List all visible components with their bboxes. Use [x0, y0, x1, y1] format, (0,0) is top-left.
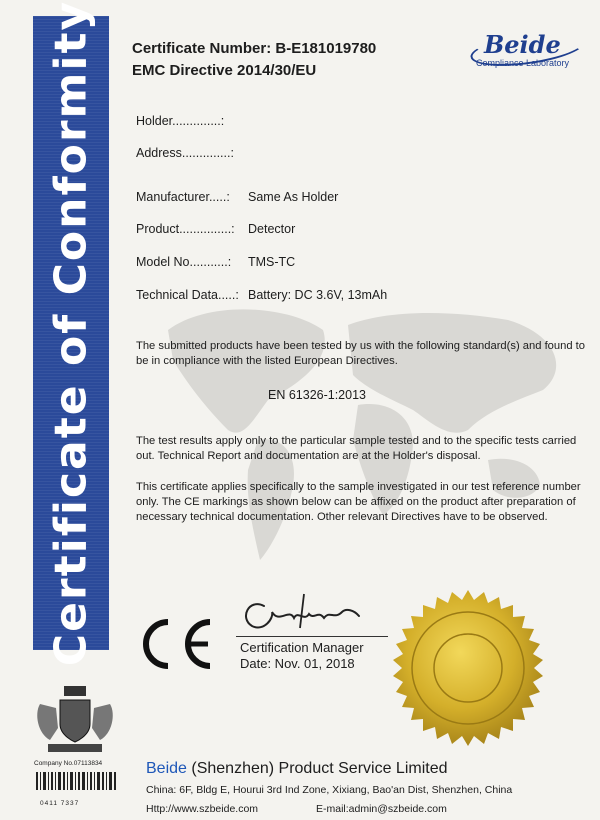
certificate-number: Certificate Number: B-E181019780 [132, 40, 377, 57]
results-paragraph: The test results apply only to the particular sample tested and to the specific tests carried out. Technical Report and documentation are at the Holder's disposal. [136, 435, 577, 462]
barcode-icon [34, 772, 120, 790]
field-value: Battery: DC 3.6V, 13mAh [248, 288, 388, 302]
ce-mark-icon [130, 614, 220, 674]
company-number: Company No.07113834 [34, 760, 103, 767]
beide-logo [470, 30, 582, 70]
coat-of-arms-icon [30, 684, 120, 764]
field-label: Manufacturer.....: [136, 190, 230, 204]
company-name-rest: (Shenzhen) Product Service Limited [186, 760, 448, 777]
signature-line [236, 636, 388, 637]
field-manufacturer [136, 190, 339, 204]
logo-subtitle: Compliance Laboratory [476, 58, 570, 68]
field-product [136, 222, 296, 236]
field-label: Product...............: [136, 222, 235, 236]
field-value: Same As Holder [248, 190, 339, 204]
field-value: Detector [248, 222, 296, 236]
company-name [146, 760, 448, 778]
field-label: Holder..............: [136, 114, 225, 128]
email-link[interactable]: E-mail:admin@szbeide.com [316, 803, 447, 815]
directive: EMC Directive 2014/30/EU [132, 62, 317, 79]
tested-paragraph: The submitted products have been tested by us with the following standard(s) and found to be in compliance with the listed European Directives. [136, 340, 586, 367]
field-label: Address..............: [136, 146, 234, 160]
signature-title: Certification Manager [240, 640, 364, 655]
field-holder [136, 114, 224, 128]
field-address [136, 146, 234, 160]
signature-icon [234, 588, 374, 636]
band-title: Certificate of Conformity [45, 0, 97, 667]
field-technical-data [136, 288, 388, 302]
applies-paragraph: This certificate applies specifically to the sample investigated in our test reference number only. The CE markings as shown below can be affixed on the product after preparation of necessary technical documentation. Other relevant Directives have to be observed. [136, 481, 581, 523]
signature-date: Date: Nov. 01, 2018 [240, 656, 355, 671]
standard: EN 61326-1:2013 [268, 388, 366, 402]
field-value: TMS-TC [248, 255, 296, 269]
barcode-number: 0411 7337 [40, 800, 80, 807]
field-model [136, 255, 296, 269]
gold-seal-icon [388, 588, 548, 748]
company-brand: Beide [146, 760, 187, 777]
company-address: China: 6F, Bldg E, Hourui 3rd Ind Zone, Xixiang, Bao'an Dist, Shenzhen, China [146, 784, 513, 796]
side-band [33, 0, 109, 667]
field-label: Model No...........: [136, 255, 232, 269]
logo-name: Beide [484, 30, 561, 59]
website-link[interactable]: Http://www.szbeide.com [146, 803, 259, 815]
field-label: Technical Data.....: [136, 288, 239, 302]
